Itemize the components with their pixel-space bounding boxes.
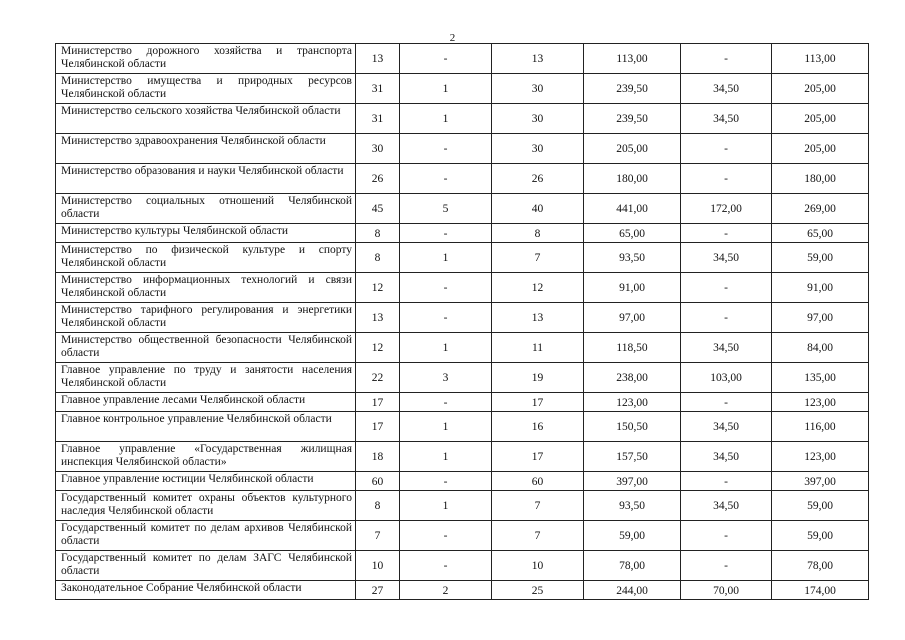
value-cell-c3: 30 (492, 134, 584, 164)
value-cell-c4: 118,50 (584, 333, 681, 363)
value-cell-c2: 3 (400, 363, 492, 393)
table-row (56, 134, 869, 164)
organization-name-cell: Главное контрольное управление Челябинской области (56, 412, 356, 442)
value-cell-c2: 1 (400, 74, 492, 104)
value-cell-c3: 60 (492, 472, 584, 491)
value-cell-c3: 7 (492, 521, 584, 551)
value-cell-c5: - (681, 303, 772, 333)
organization-name-cell: Государственный комитет по делам ЗАГС Челябинской области (56, 551, 356, 581)
page-number: 2 (449, 32, 456, 44)
value-cell-c6: 174,00 (772, 581, 869, 600)
organization-name-cell: Главное управление лесами Челябинской области (56, 393, 356, 412)
value-cell-c3: 17 (492, 393, 584, 412)
value-cell-c5: - (681, 551, 772, 581)
organization-name-cell: Государственный комитет охраны объектов культурного наследия Челябинской области (56, 491, 356, 521)
value-cell-c1: 13 (356, 303, 400, 333)
value-cell-c4: 97,00 (584, 303, 681, 333)
table-row (56, 412, 869, 442)
organization-name-cell: Министерство здравоохранения Челябинской области (56, 134, 356, 164)
organization-name-cell: Главное управление юстиции Челябинской области (56, 472, 356, 491)
value-cell-c5: 34,50 (681, 442, 772, 472)
value-cell-c1: 26 (356, 164, 400, 194)
value-cell-c2: - (400, 164, 492, 194)
value-cell-c6: 97,00 (772, 303, 869, 333)
value-cell-c1: 31 (356, 104, 400, 134)
value-cell-c4: 65,00 (584, 224, 681, 243)
value-cell-c2: - (400, 393, 492, 412)
value-cell-c6: 123,00 (772, 442, 869, 472)
value-cell-c2: - (400, 44, 492, 74)
value-cell-c5: 34,50 (681, 104, 772, 134)
value-cell-c5: - (681, 273, 772, 303)
value-cell-c6: 113,00 (772, 44, 869, 74)
value-cell-c5: - (681, 393, 772, 412)
value-cell-c6: 180,00 (772, 164, 869, 194)
value-cell-c1: 45 (356, 194, 400, 224)
value-cell-c6: 205,00 (772, 74, 869, 104)
value-cell-c4: 157,50 (584, 442, 681, 472)
value-cell-c6: 59,00 (772, 243, 869, 273)
value-cell-c1: 8 (356, 491, 400, 521)
table-row (56, 104, 869, 134)
table-row (56, 521, 869, 551)
value-cell-c6: 65,00 (772, 224, 869, 243)
value-cell-c3: 17 (492, 442, 584, 472)
value-cell-c1: 12 (356, 273, 400, 303)
organization-name-cell: Министерство сельского хозяйства Челябинской области (56, 104, 356, 134)
value-cell-c3: 30 (492, 74, 584, 104)
value-cell-c6: 205,00 (772, 134, 869, 164)
value-cell-c5: 103,00 (681, 363, 772, 393)
value-cell-c6: 116,00 (772, 412, 869, 442)
organization-name-cell: Министерство общественной безопасности Челябинской области (56, 333, 356, 363)
organization-name-cell: Государственный комитет по делам архивов Челябинской области (56, 521, 356, 551)
value-cell-c6: 135,00 (772, 363, 869, 393)
value-cell-c6: 59,00 (772, 521, 869, 551)
value-cell-c4: 91,00 (584, 273, 681, 303)
table-row (56, 551, 869, 581)
value-cell-c1: 18 (356, 442, 400, 472)
value-cell-c5: - (681, 164, 772, 194)
value-cell-c1: 60 (356, 472, 400, 491)
value-cell-c1: 12 (356, 333, 400, 363)
value-cell-c6: 84,00 (772, 333, 869, 363)
value-cell-c3: 40 (492, 194, 584, 224)
value-cell-c5: 34,50 (681, 412, 772, 442)
organization-name-cell: Министерство социальных отношений Челябинской области (56, 194, 356, 224)
value-cell-c4: 244,00 (584, 581, 681, 600)
table-row (56, 442, 869, 472)
value-cell-c1: 17 (356, 393, 400, 412)
value-cell-c5: - (681, 224, 772, 243)
value-cell-c5: - (681, 521, 772, 551)
table-row (56, 491, 869, 521)
value-cell-c6: 78,00 (772, 551, 869, 581)
value-cell-c2: - (400, 521, 492, 551)
value-cell-c3: 13 (492, 44, 584, 74)
value-cell-c4: 238,00 (584, 363, 681, 393)
value-cell-c3: 7 (492, 491, 584, 521)
value-cell-c1: 7 (356, 521, 400, 551)
value-cell-c4: 441,00 (584, 194, 681, 224)
value-cell-c3: 19 (492, 363, 584, 393)
value-cell-c4: 93,50 (584, 243, 681, 273)
value-cell-c2: 1 (400, 491, 492, 521)
value-cell-c3: 7 (492, 243, 584, 273)
table-row (56, 164, 869, 194)
organization-name-cell: Министерство дорожного хозяйства и транспорта Челябинской области (56, 44, 356, 74)
table-row (56, 224, 869, 243)
value-cell-c1: 8 (356, 224, 400, 243)
value-cell-c2: - (400, 134, 492, 164)
value-cell-c1: 10 (356, 551, 400, 581)
organization-name-cell: Министерство культуры Челябинской области (56, 224, 356, 243)
table-row (56, 472, 869, 491)
value-cell-c4: 150,50 (584, 412, 681, 442)
organization-name-cell: Министерство тарифного регулирования и энергетики Челябинской области (56, 303, 356, 333)
value-cell-c2: 1 (400, 442, 492, 472)
value-cell-c2: 1 (400, 333, 492, 363)
organization-name-cell: Министерство по физической культуре и спорту Челябинской области (56, 243, 356, 273)
value-cell-c5: 70,00 (681, 581, 772, 600)
value-cell-c3: 13 (492, 303, 584, 333)
value-cell-c3: 25 (492, 581, 584, 600)
value-cell-c2: 1 (400, 243, 492, 273)
value-cell-c4: 239,50 (584, 104, 681, 134)
value-cell-c5: - (681, 134, 772, 164)
value-cell-c1: 27 (356, 581, 400, 600)
value-cell-c4: 397,00 (584, 472, 681, 491)
table-row (56, 581, 869, 600)
value-cell-c4: 78,00 (584, 551, 681, 581)
value-cell-c3: 30 (492, 104, 584, 134)
value-cell-c3: 26 (492, 164, 584, 194)
value-cell-c5: 34,50 (681, 243, 772, 273)
organization-name-cell: Министерство имущества и природных ресурсов Челябинской области (56, 74, 356, 104)
value-cell-c3: 11 (492, 333, 584, 363)
value-cell-c2: - (400, 273, 492, 303)
value-cell-c4: 123,00 (584, 393, 681, 412)
table-row (56, 363, 869, 393)
value-cell-c1: 8 (356, 243, 400, 273)
organization-name-cell: Главное управление «Государственная жилищная инспекция Челябинской области» (56, 442, 356, 472)
value-cell-c6: 123,00 (772, 393, 869, 412)
table-body (56, 44, 869, 600)
table-row (56, 303, 869, 333)
value-cell-c6: 205,00 (772, 104, 869, 134)
value-cell-c5: 34,50 (681, 74, 772, 104)
value-cell-c1: 22 (356, 363, 400, 393)
value-cell-c4: 93,50 (584, 491, 681, 521)
table-row (56, 273, 869, 303)
value-cell-c2: - (400, 224, 492, 243)
value-cell-c6: 269,00 (772, 194, 869, 224)
value-cell-c6: 91,00 (772, 273, 869, 303)
value-cell-c5: 34,50 (681, 491, 772, 521)
value-cell-c2: - (400, 551, 492, 581)
value-cell-c3: 12 (492, 273, 584, 303)
organization-name-cell: Министерство информационных технологий и связи Челябинской области (56, 273, 356, 303)
table-row (56, 333, 869, 363)
value-cell-c6: 397,00 (772, 472, 869, 491)
value-cell-c4: 59,00 (584, 521, 681, 551)
value-cell-c4: 205,00 (584, 134, 681, 164)
value-cell-c4: 180,00 (584, 164, 681, 194)
value-cell-c3: 16 (492, 412, 584, 442)
table-row (56, 194, 869, 224)
organization-name-cell: Законодательное Собрание Челябинской области (56, 581, 356, 600)
value-cell-c6: 59,00 (772, 491, 869, 521)
value-cell-c1: 13 (356, 44, 400, 74)
value-cell-c2: 2 (400, 581, 492, 600)
budget-table (55, 43, 869, 600)
table-row (56, 243, 869, 273)
value-cell-c2: 1 (400, 412, 492, 442)
value-cell-c3: 10 (492, 551, 584, 581)
value-cell-c5: - (681, 44, 772, 74)
value-cell-c5: 34,50 (681, 333, 772, 363)
organization-name-cell: Главное управление по труду и занятости населения Челябинской области (56, 363, 356, 393)
table-row (56, 393, 869, 412)
value-cell-c1: 17 (356, 412, 400, 442)
value-cell-c2: 1 (400, 104, 492, 134)
value-cell-c3: 8 (492, 224, 584, 243)
value-cell-c4: 239,50 (584, 74, 681, 104)
value-cell-c5: - (681, 472, 772, 491)
value-cell-c2: - (400, 472, 492, 491)
organization-name-cell: Министерство образования и науки Челябинской области (56, 164, 356, 194)
value-cell-c5: 172,00 (681, 194, 772, 224)
value-cell-c4: 113,00 (584, 44, 681, 74)
value-cell-c1: 31 (356, 74, 400, 104)
value-cell-c1: 30 (356, 134, 400, 164)
table-row (56, 74, 869, 104)
table-row (56, 44, 869, 74)
value-cell-c2: 5 (400, 194, 492, 224)
value-cell-c2: - (400, 303, 492, 333)
